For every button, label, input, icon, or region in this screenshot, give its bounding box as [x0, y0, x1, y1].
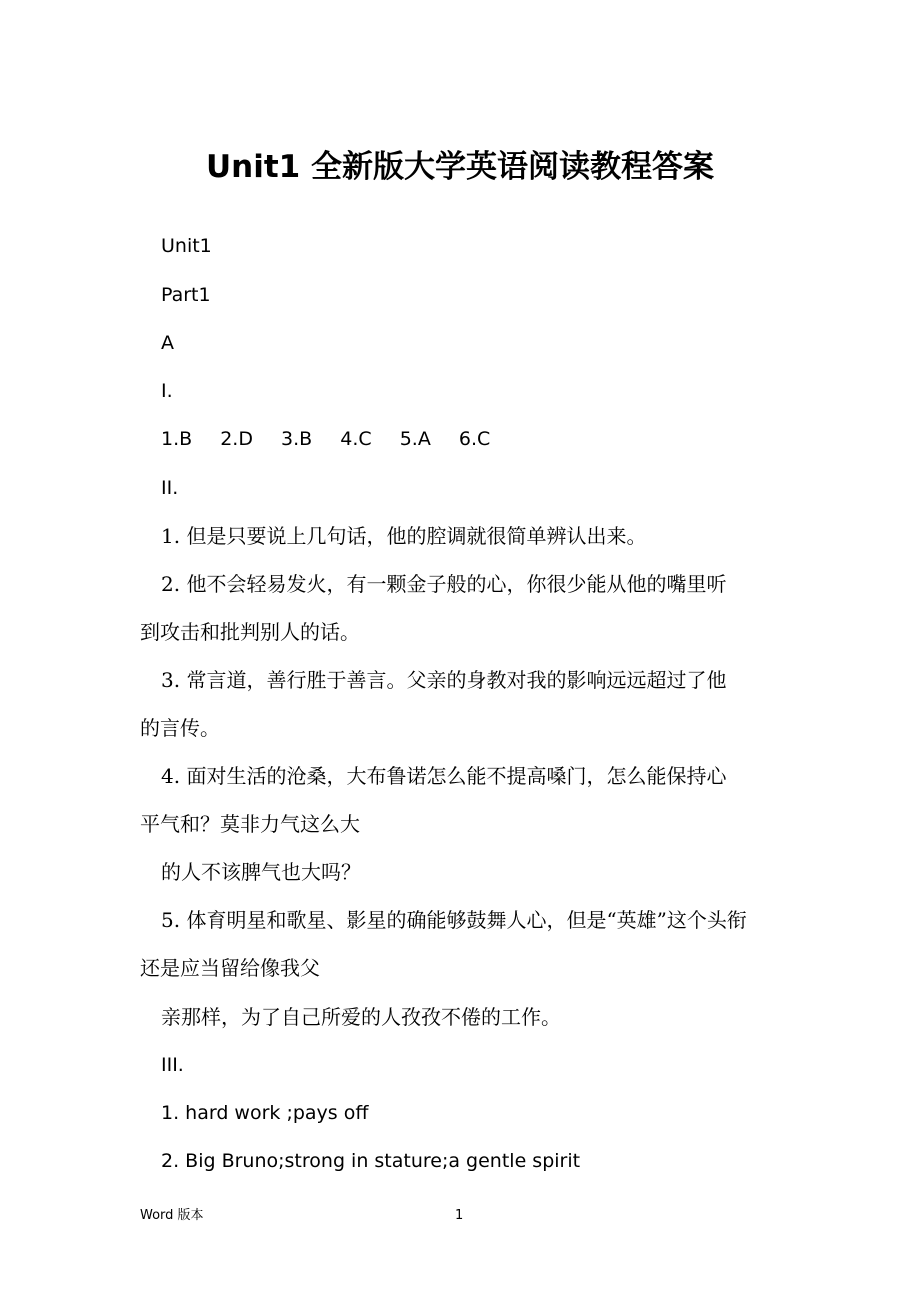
section-2-heading: II. [161, 477, 179, 499]
translation-5-line-3: 亲那样，为了自己所爱的人孜孜不倦的工作。 [161, 1005, 561, 1029]
answer-item: 4.C [340, 428, 372, 450]
unit-heading: Unit1 [161, 235, 212, 257]
answer-item: 3.B [281, 428, 313, 450]
translation-5-line-1: 5. 体育明星和歌星、影星的确能够鼓舞人心，但是“英雄”这个头衔 [161, 908, 747, 932]
translation-4-line-2: 平气和？莫非力气这么大 [140, 812, 360, 836]
answer-item: 6.C [458, 428, 491, 450]
document-title: Unit1 全新版大学英语阅读教程答案 [205, 149, 715, 185]
answer-key-row [161, 425, 821, 453]
translation-4-line-1: 4. 面对生活的沧桑，大布鲁诺怎么能不提高嗓门，怎么能保持心 [161, 764, 727, 788]
translation-3-line-2: 的言传。 [140, 716, 220, 740]
translation-3-line-1: 3. 常言道，善行胜于善言。父亲的身教对我的影响远远超过了他 [161, 668, 727, 692]
translation-1: 1. 但是只要说上几句话，他的腔调就很简单辨认出来。 [161, 524, 647, 548]
translation-5-line-2: 还是应当留给像我父 [140, 956, 320, 980]
footer-label: Word 版本 [140, 1208, 204, 1223]
phrase-answer-1: 1. hard work ;pays off [161, 1102, 369, 1124]
translation-2-line-2: 到攻击和批判别人的话。 [140, 620, 360, 644]
translation-4-line-3: 的人不该脾气也大吗？ [161, 860, 361, 884]
part-heading: Part1 [161, 284, 211, 306]
translation-2-line-1: 2. 他不会轻易发火，有一颗金子般的心，你很少能从他的嘴里听 [161, 572, 727, 596]
answer-item: 2.D [220, 428, 253, 450]
section-a-heading: A [161, 332, 174, 354]
answer-item: 1.B [161, 428, 193, 450]
answer-item: 5.A [399, 428, 431, 450]
section-3-heading: III. [161, 1054, 184, 1076]
page-number: 1 [455, 1208, 464, 1223]
section-1-heading: I. [161, 380, 173, 402]
phrase-answer-2: 2. Big Bruno;strong in stature;a gentle spirit [161, 1150, 581, 1172]
